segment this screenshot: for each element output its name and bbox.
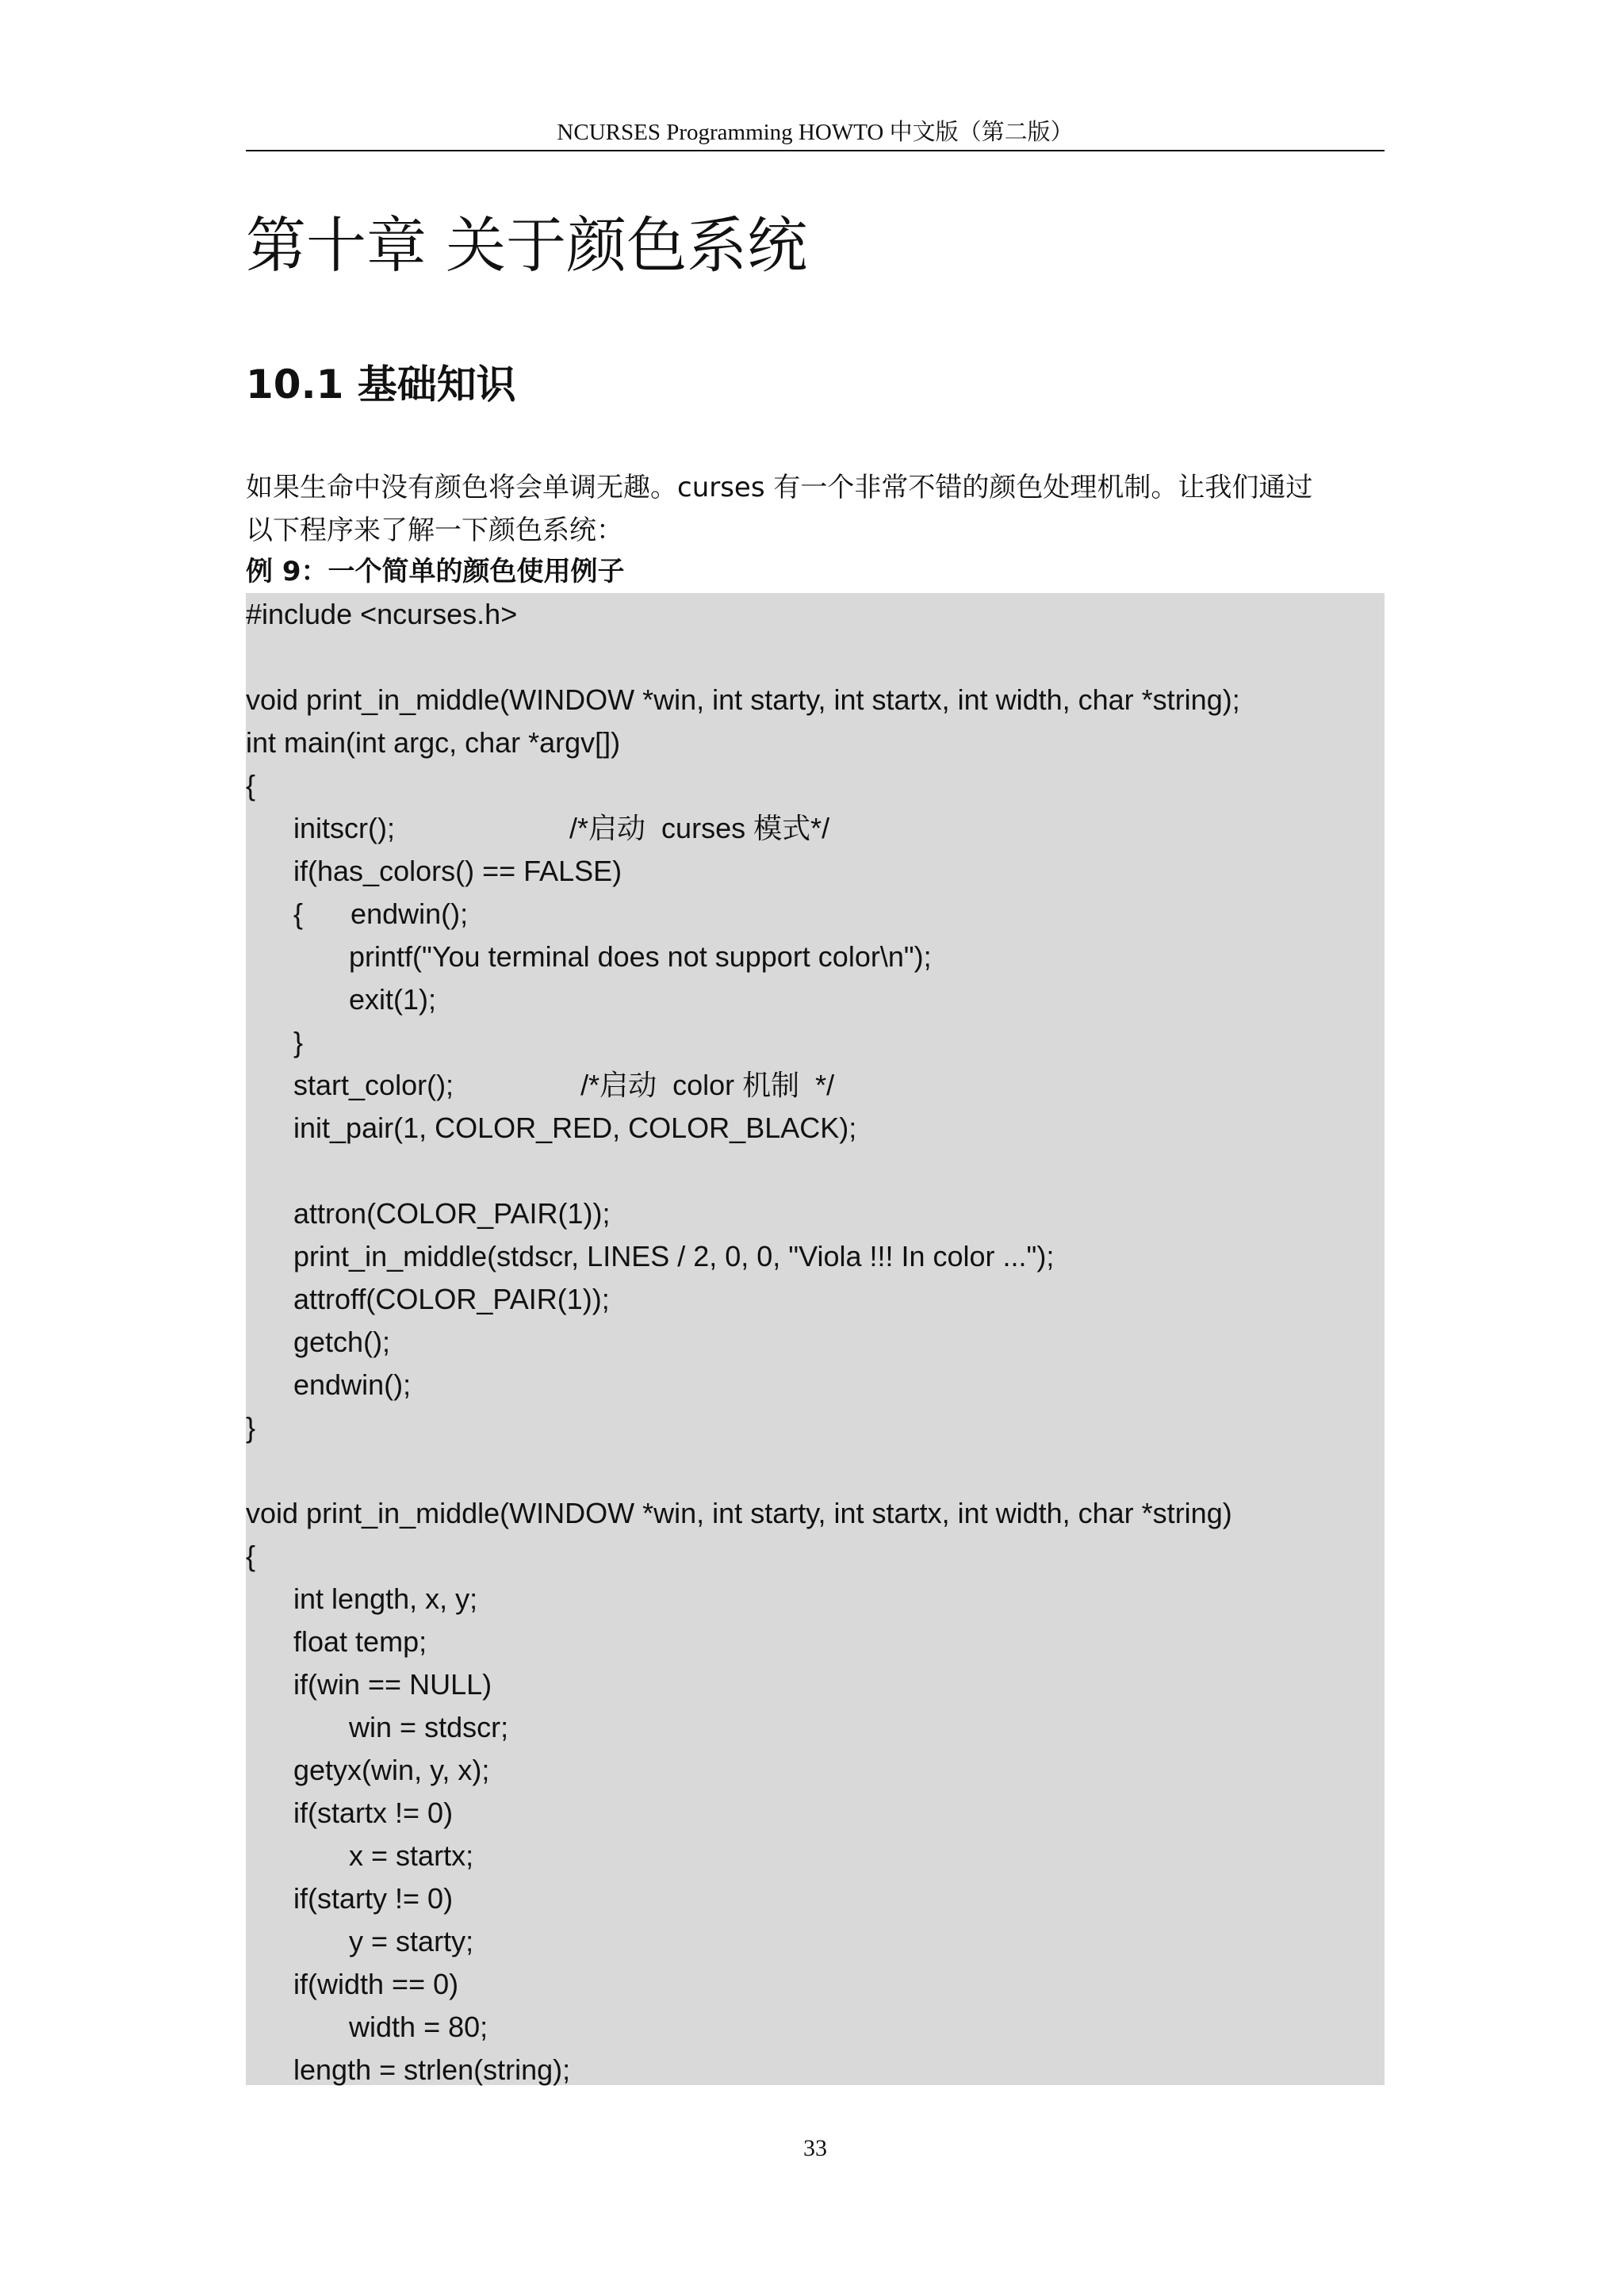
code-line — [246, 1449, 1385, 1492]
paragraph-line: 如果生命中没有颜色将会单调无趣。curses 有一个非常不错的颜色处理机制。让我们通过 — [246, 472, 1313, 503]
code-block — [246, 593, 1385, 2085]
code-line: win = stdscr; — [246, 1711, 509, 1743]
code-line: if(startx != 0) — [246, 1797, 454, 1829]
code-line: } — [246, 1026, 304, 1058]
section-title: 10.1 基础知识 — [246, 362, 516, 408]
chapter-title: 第十章 关于颜色系统 — [246, 210, 808, 281]
page-number: 33 — [803, 2135, 827, 2161]
code-line: getch(); — [246, 1326, 391, 1358]
code-line: float temp; — [246, 1625, 427, 1658]
code-line: { — [246, 1540, 256, 1572]
code-line: int main(int argc, char *argv[]) — [246, 726, 621, 759]
code-line: y = starty; — [246, 1925, 474, 1957]
paragraph-line: 以下程序来了解一下颜色系统： — [246, 515, 623, 546]
code-line: { — [246, 769, 256, 802]
code-line: printf("You terminal does not support color\n"); — [246, 940, 932, 973]
code-line: if(width == 0) — [246, 1968, 459, 2000]
code-line: #include <ncurses.h> — [246, 598, 518, 630]
code-line: if(starty != 0) — [246, 1882, 454, 1915]
intro-paragraph — [246, 466, 1385, 552]
code-line — [246, 636, 1385, 679]
code-line: start_color(); /*启动 color 机制 */ — [246, 1069, 835, 1101]
code-line: { endwin(); — [246, 897, 469, 930]
code-line: if(win == NULL) — [246, 1668, 492, 1701]
code-line: attron(COLOR_PAIR(1)); — [246, 1197, 611, 1230]
code-line: attroff(COLOR_PAIR(1)); — [246, 1283, 610, 1315]
code-line: exit(1); — [246, 983, 437, 1016]
example-label: 例 9：一个简单的颜色使用例子 — [246, 556, 625, 587]
code-line: } — [246, 1411, 256, 1444]
code-line: x = startx; — [246, 1839, 474, 1872]
code-line: initscr(); /*启动 curses 模式*/ — [246, 812, 830, 844]
code-line: endwin(); — [246, 1368, 412, 1401]
header-rule — [246, 150, 1385, 151]
code-line: width = 80; — [246, 2011, 488, 2043]
code-line: void print_in_middle(WINDOW *win, int starty, int startx, int width, char *string) — [246, 1497, 1232, 1529]
code-line: print_in_middle(stdscr, LINES / 2, 0, 0, "Viola !!! In color ..."); — [246, 1240, 1055, 1272]
running-header: NCURSES Programming HOWTO 中文版（第二版） — [557, 120, 1074, 145]
code-line — [246, 1150, 1385, 1192]
code-line: init_pair(1, COLOR_RED, COLOR_BLACK); — [246, 1112, 857, 1144]
code-line: int length, x, y; — [246, 1582, 478, 1615]
code-line: void print_in_middle(WINDOW *win, int starty, int startx, int width, char *string); — [246, 683, 1240, 716]
code-line: length = strlen(string); — [246, 2053, 571, 2086]
code-line: if(has_colors() == FALSE) — [246, 855, 622, 887]
code-line: getyx(win, y, x); — [246, 1754, 490, 1786]
